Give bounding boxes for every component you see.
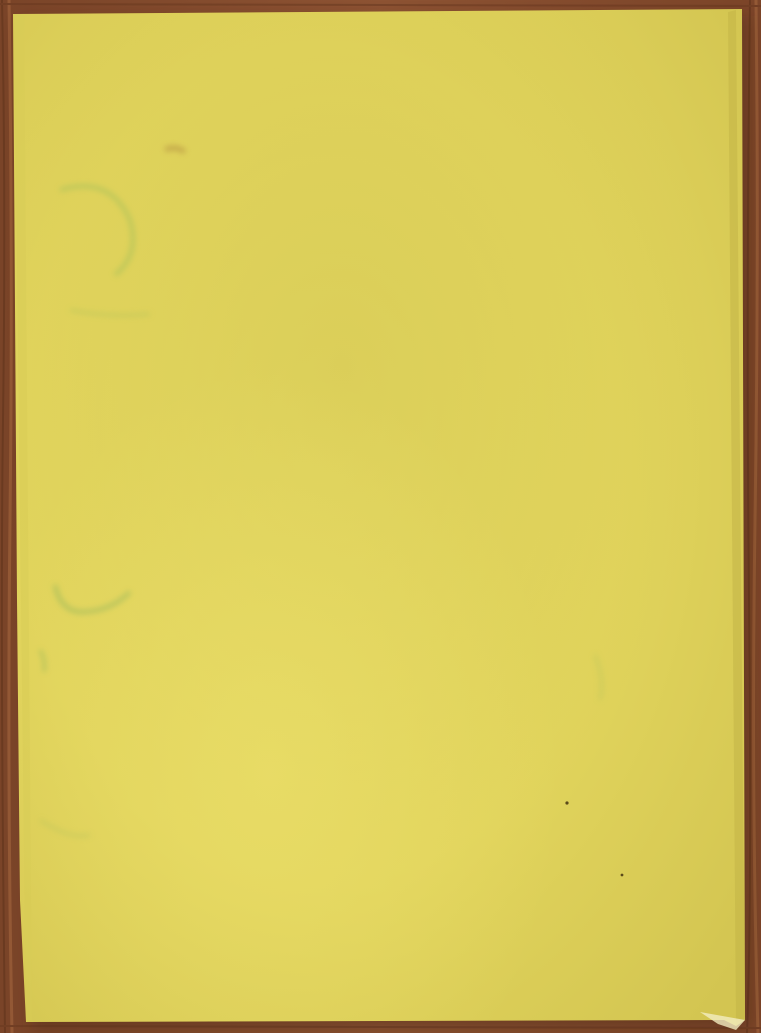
paper-highlight [13,9,745,1026]
paper-speck [621,874,624,877]
paper-speck [565,801,568,804]
